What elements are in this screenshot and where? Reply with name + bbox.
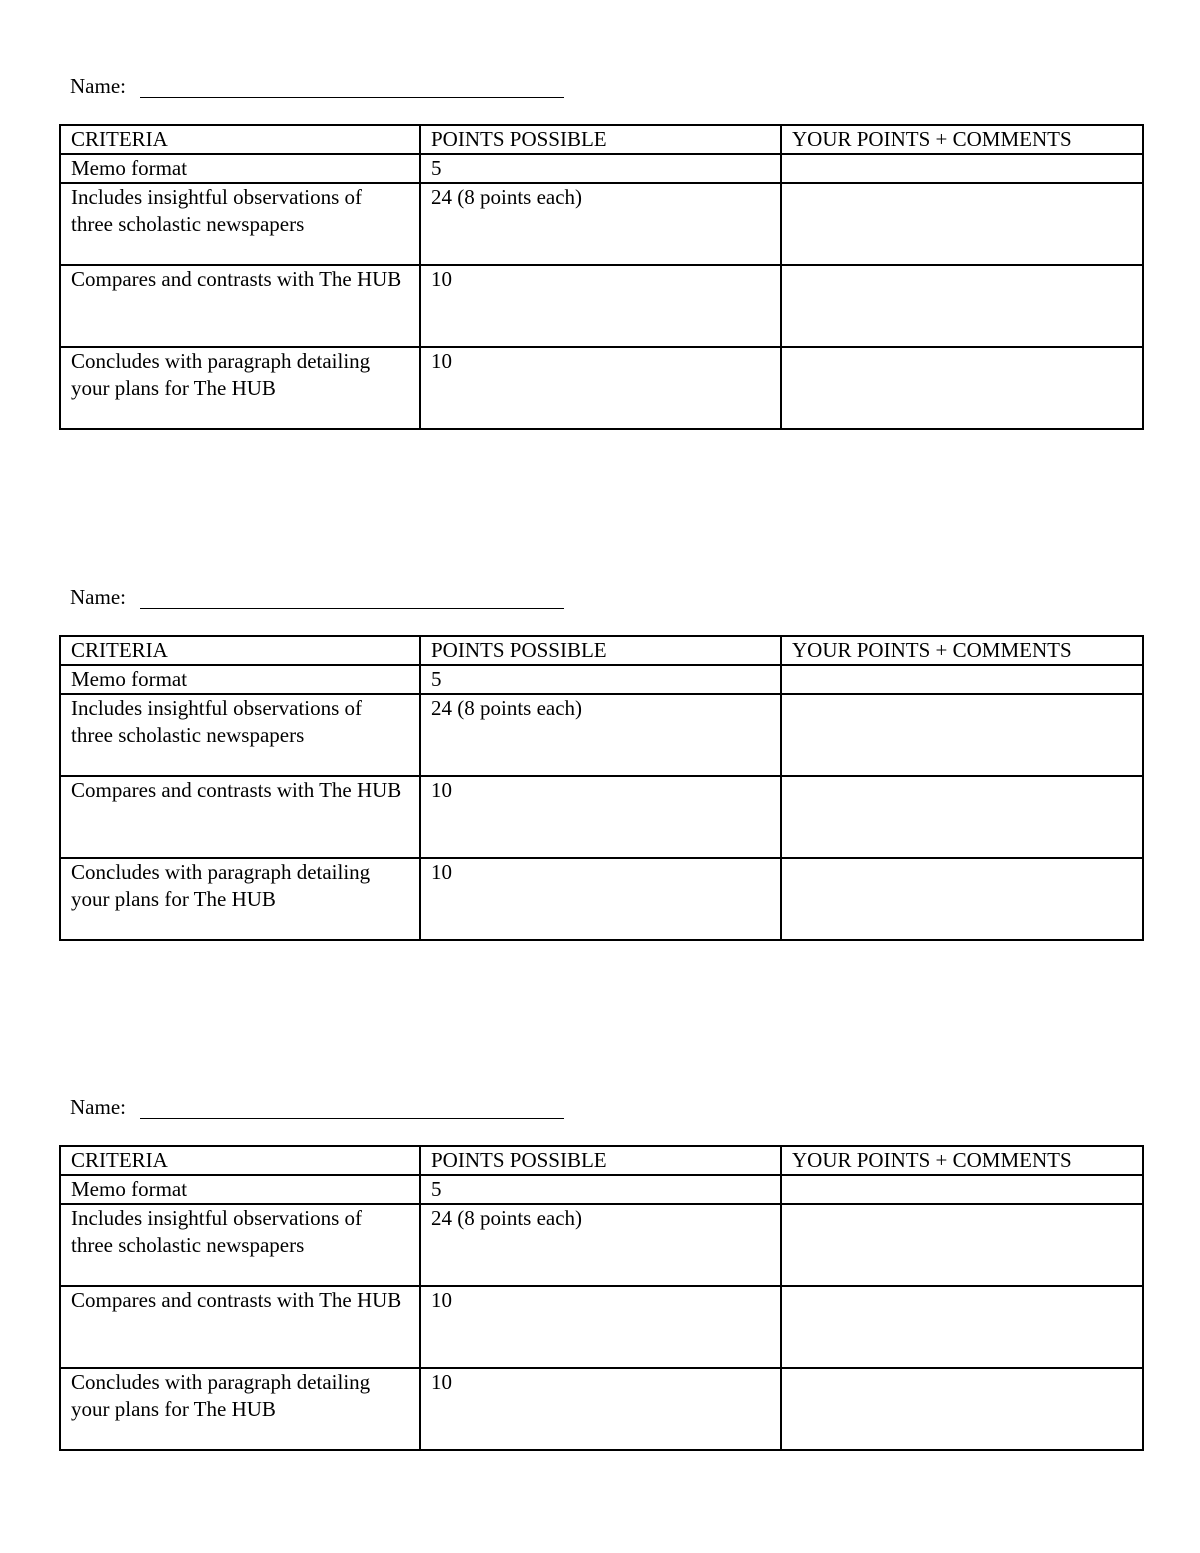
points-cell: 5 <box>420 665 781 694</box>
points-cell: 10 <box>420 1286 781 1368</box>
name-label: Name: <box>70 1095 126 1119</box>
criteria-cell: Compares and contrasts with The HUB <box>60 1286 420 1368</box>
rubric-section <box>59 1091 1142 1421</box>
criteria-cell: Concludes with paragraph detailing your plans for The HUB <box>60 858 420 940</box>
header-points-possible: POINTS POSSIBLE <box>420 1146 781 1175</box>
table-header-row <box>60 125 1143 154</box>
comments-cell[interactable] <box>781 1286 1143 1368</box>
comments-cell[interactable] <box>781 265 1143 347</box>
table-row <box>60 858 1143 940</box>
comments-cell[interactable] <box>781 183 1143 265</box>
rubric-table <box>59 635 1144 941</box>
table-header-row <box>60 1146 1143 1175</box>
comments-cell[interactable] <box>781 1204 1143 1286</box>
points-cell: 10 <box>420 858 781 940</box>
table-header-row <box>60 636 1143 665</box>
name-field-row <box>59 581 1142 611</box>
table-row <box>60 183 1143 265</box>
points-cell: 10 <box>420 776 781 858</box>
name-blank-line[interactable] <box>140 97 564 98</box>
criteria-cell: Memo format <box>60 1175 420 1204</box>
comments-cell[interactable] <box>781 694 1143 776</box>
name-label: Name: <box>70 74 126 98</box>
criteria-cell: Includes insightful observations of three scholastic newspapers <box>60 694 420 776</box>
table-row <box>60 1286 1143 1368</box>
name-blank-line[interactable] <box>140 1118 564 1119</box>
table-row <box>60 1368 1143 1450</box>
rubric-section <box>59 70 1142 400</box>
table-row <box>60 665 1143 694</box>
comments-cell[interactable] <box>781 1175 1143 1204</box>
comments-cell[interactable] <box>781 154 1143 183</box>
points-cell: 10 <box>420 347 781 429</box>
name-blank-line[interactable] <box>140 608 564 609</box>
criteria-cell: Memo format <box>60 154 420 183</box>
table-row <box>60 1175 1143 1204</box>
points-cell: 24 (8 points each) <box>420 694 781 776</box>
comments-cell[interactable] <box>781 347 1143 429</box>
criteria-cell: Concludes with paragraph detailing your plans for The HUB <box>60 1368 420 1450</box>
points-cell: 5 <box>420 1175 781 1204</box>
points-cell: 10 <box>420 265 781 347</box>
points-cell: 10 <box>420 1368 781 1450</box>
criteria-cell: Memo format <box>60 665 420 694</box>
name-field-row <box>59 1091 1142 1121</box>
header-criteria: CRITERIA <box>60 125 420 154</box>
header-criteria: CRITERIA <box>60 1146 420 1175</box>
table-row <box>60 265 1143 347</box>
criteria-cell: Compares and contrasts with The HUB <box>60 776 420 858</box>
table-row <box>60 776 1143 858</box>
comments-cell[interactable] <box>781 665 1143 694</box>
rubric-section <box>59 581 1142 911</box>
criteria-cell: Concludes with paragraph detailing your plans for The HUB <box>60 347 420 429</box>
rubric-table <box>59 124 1144 430</box>
table-row <box>60 694 1143 776</box>
points-cell: 5 <box>420 154 781 183</box>
points-cell: 24 (8 points each) <box>420 1204 781 1286</box>
header-your-points: YOUR POINTS + COMMENTS <box>781 636 1143 665</box>
comments-cell[interactable] <box>781 776 1143 858</box>
comments-cell[interactable] <box>781 1368 1143 1450</box>
header-points-possible: POINTS POSSIBLE <box>420 636 781 665</box>
rubric-table <box>59 1145 1144 1451</box>
header-points-possible: POINTS POSSIBLE <box>420 125 781 154</box>
criteria-cell: Includes insightful observations of three scholastic newspapers <box>60 1204 420 1286</box>
name-label: Name: <box>70 585 126 609</box>
table-row <box>60 347 1143 429</box>
criteria-cell: Compares and contrasts with The HUB <box>60 265 420 347</box>
name-field-row <box>59 70 1142 100</box>
points-cell: 24 (8 points each) <box>420 183 781 265</box>
header-your-points: YOUR POINTS + COMMENTS <box>781 125 1143 154</box>
header-your-points: YOUR POINTS + COMMENTS <box>781 1146 1143 1175</box>
comments-cell[interactable] <box>781 858 1143 940</box>
header-criteria: CRITERIA <box>60 636 420 665</box>
criteria-cell: Includes insightful observations of three scholastic newspapers <box>60 183 420 265</box>
table-row <box>60 154 1143 183</box>
table-row <box>60 1204 1143 1286</box>
